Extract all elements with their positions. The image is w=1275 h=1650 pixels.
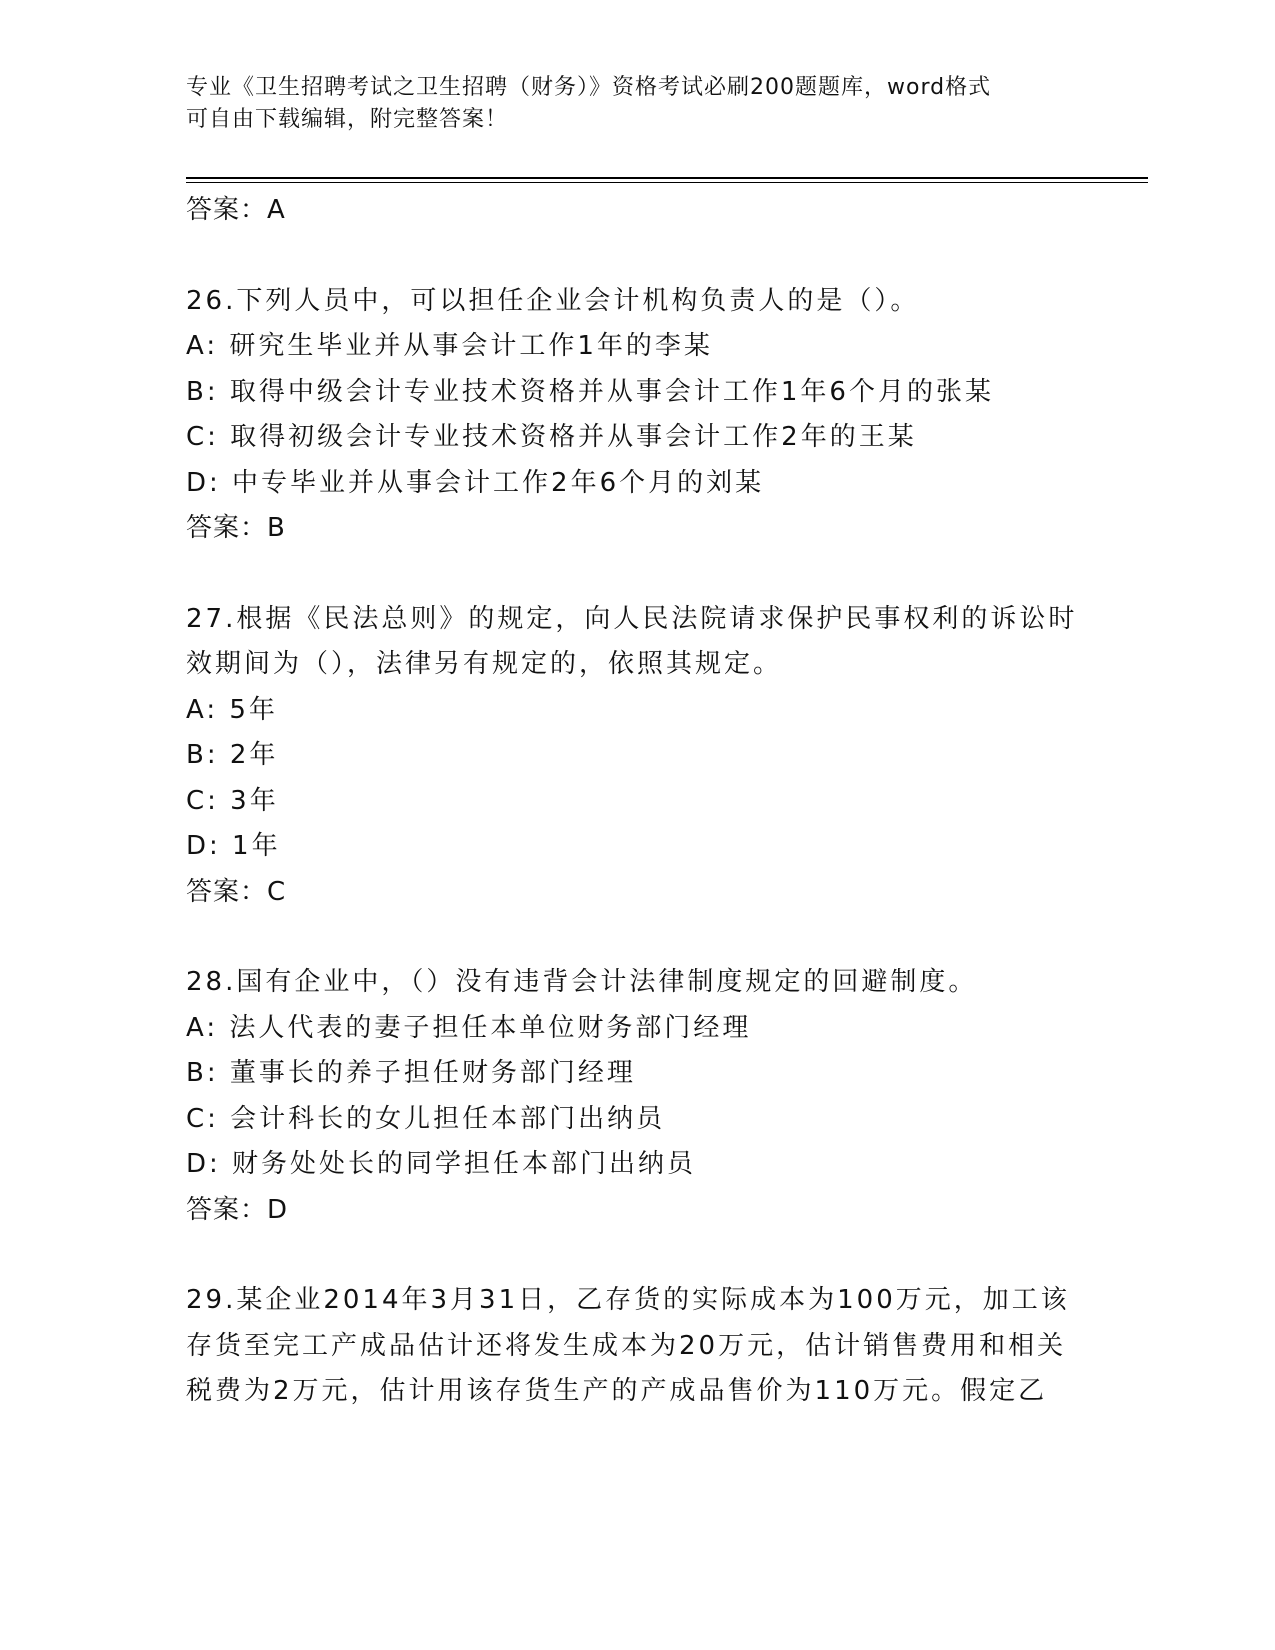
question-list	[186, 188, 1086, 1415]
question-text: 28.国有企业中，（）没有违背会计法律制度规定的回避制度。	[186, 967, 978, 997]
page-header	[186, 72, 1066, 136]
question-27	[186, 597, 1086, 916]
question-29	[186, 1278, 1086, 1415]
question-text: 效期间为（），法律另有规定的，依照其规定。	[186, 649, 783, 679]
question-text: 27.根据《民法总则》的规定，向人民法院请求保护民事权利的诉讼时	[186, 603, 1078, 634]
answer: 答案：B	[186, 513, 286, 543]
question-26	[186, 279, 1086, 552]
question-text: 29.某企业2014年3月31日，乙存货的实际成本为100万元，加工该	[186, 1285, 1070, 1315]
option-c: C: 3年	[186, 785, 279, 816]
option-b: B: 取得中级会计专业技术资格并从事会计工作1年6个月的张某	[186, 376, 994, 407]
header-rule-thick	[186, 177, 1148, 179]
question-28	[186, 960, 1086, 1233]
option-a: A: 研究生毕业并从事会计工作1年的李某	[186, 331, 713, 361]
option-c: C: 会计科长的女儿担任本部门出纳员	[186, 1103, 666, 1134]
option-b: B: 2年	[186, 740, 279, 770]
question-text: 26.下列人员中，可以担任企业会计机构负责人的是（）。	[186, 285, 920, 316]
option-d: D: 中专毕业并从事会计工作2年6个月的刘某	[186, 467, 765, 498]
option-d: D: 1年	[186, 831, 281, 861]
option-c: C: 取得初级会计专业技术资格并从事会计工作2年的王某	[186, 422, 917, 452]
answer: 答案：D	[186, 1194, 289, 1225]
header-line-2: 可自由下载编辑，附完整答案！	[186, 107, 509, 132]
answer-prev: 答案：A	[186, 195, 286, 225]
header-line-1: 专业《卫生招聘考试之卫生招聘（财务）》资格考试必刷200题题库，word格式	[186, 75, 992, 100]
option-b: B: 董事长的养子担任财务部门经理	[186, 1058, 636, 1088]
option-a: A: 5年	[186, 694, 278, 725]
option-a: A: 法人代表的妻子担任本单位财务部门经理	[186, 1012, 752, 1043]
answer: 答案：C	[186, 876, 287, 907]
question-text: 存货至完工产成品估计还将发生成本为20万元，估计销售费用和相关	[186, 1330, 1067, 1361]
question-text: 税费为2万元，估计用该存货生产的产成品售价为110万元。假定乙	[186, 1376, 1048, 1406]
header-rule-thin	[186, 182, 1148, 183]
option-d: D: 财务处处长的同学担任本部门出纳员	[186, 1149, 697, 1179]
